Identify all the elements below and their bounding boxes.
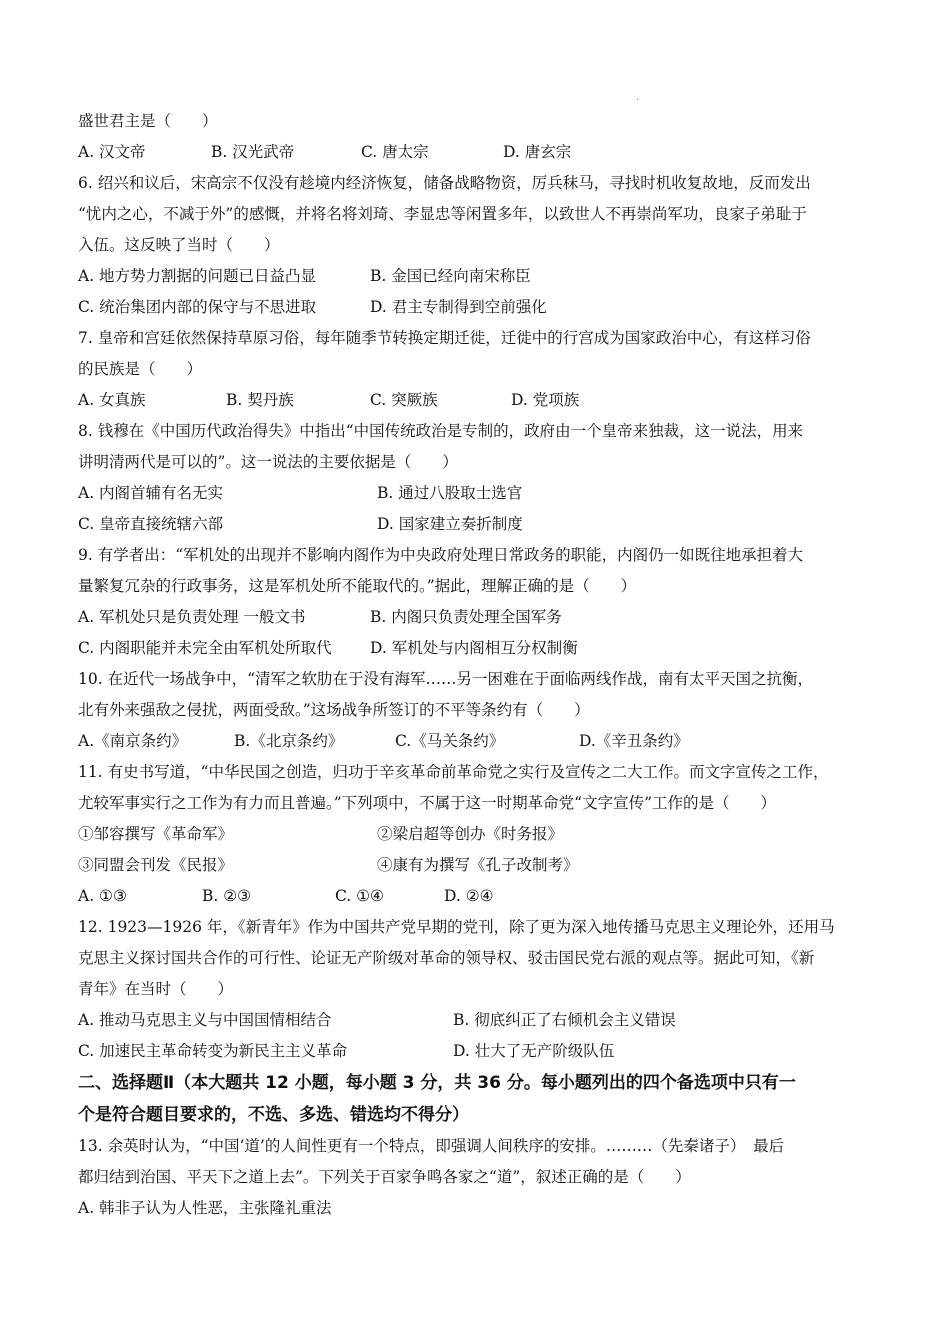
q11-item-2: ②梁启超等创办《时务报》 — [377, 825, 564, 843]
q11-items-row2 — [78, 850, 878, 881]
q7-stem-1: 7. 皇帝和宫廷依然保持草原习俗，每年随季节转换定期迁徙，迁徙中的行宫成为国家政治中心，有这样习俗 — [78, 329, 811, 347]
q11-stem-1: 11. 有史书写道，“中华民国之创造，归功于辛亥革命前革命党之实行及宣传之二大工作。而文字宣传之工作， — [78, 763, 829, 781]
q8-options-row2 — [78, 509, 878, 540]
q12-option-d: D. 壮大了无产阶级队伍 — [453, 1042, 615, 1060]
q11-item-3: ③同盟会刊发《民报》 — [78, 856, 234, 874]
q8-stem-2: 讲明清两代是可以的”。这一说法的主要依据是（ ） — [78, 453, 458, 471]
q6-options-row1 — [78, 261, 878, 292]
q11-item-1: ①邹容撰写《革命军》 — [78, 825, 234, 843]
header-mark: . — [636, 92, 640, 103]
q10-stem-1: 10. 在近代一场战争中，“清军之软肋在于没有海军……另一困难在于面临两线作战，南有太平天国之抗衡， — [78, 670, 814, 688]
q12-option-c: C. 加速民主革命转变为新民主主义革命 — [78, 1042, 348, 1060]
q11-option-d: D. ②④ — [444, 887, 494, 905]
q6-option-c: C. 统治集团内部的保守与不思进取 — [78, 298, 317, 316]
question-content — [78, 106, 878, 1224]
q5-options — [78, 137, 878, 168]
q9-option-c: C. 内阁职能并未完全由军机处所取代 — [78, 639, 332, 657]
q5-option-c: C. 唐太宗 — [361, 143, 429, 161]
section-heading-line-1: 二、选择题Ⅱ（本大题共 12 小题，每小题 3 分，共 36 分。每小题列出的四个备选项中只有一 — [78, 1073, 796, 1093]
q9-options-row2 — [78, 633, 878, 664]
q8-options-row1 — [78, 478, 878, 509]
q12-option-a: A. 推动马克思主义与中国国情相结合 — [78, 1011, 332, 1029]
q10-option-d: D.《辛丑条约》 — [579, 732, 689, 750]
q6-option-d: D. 君主专制得到空前强化 — [370, 298, 547, 316]
q13-stem-1: 13. 余英时认为，“中国‘道’的人间性更有一个特点，即强调人间秩序的安排。………（先秦诸子） 最后 — [78, 1137, 785, 1155]
q10-option-c: C.《马关条约》 — [395, 732, 505, 750]
q5-stem-end: 盛世君主是（ ） — [78, 112, 218, 130]
q8-option-a: A. 内阁首辅有名无实 — [78, 484, 224, 502]
q9-option-a: A. 军机处只是负责处理 一般文书 — [78, 608, 306, 626]
q10-stem-2: 北有外来强敌之侵扰，两面受敌。”这场战争所签订的不平等条约有（ ） — [78, 701, 590, 719]
q9-option-d: D. 军机处与内阁相互分权制衡 — [370, 639, 578, 657]
q12-stem-2: 克思主义探讨国共合作的可行性、论证无产阶级对革命的领导权、驳击国民党右派的观点等。据此可知，《新 — [78, 949, 815, 967]
q6-option-b: B. 金国已经向南宋称臣 — [370, 267, 531, 285]
q6-options-row2 — [78, 292, 878, 323]
section-heading-line-2: 个是符合题目要求的，不选、多选、错选均不得分） — [78, 1105, 469, 1125]
q9-option-b: B. 内阁只负责处理全国军务 — [370, 608, 562, 626]
q12-options-row1 — [78, 1005, 878, 1036]
q11-item-4: ④康有为撰写《孔子改制考》 — [377, 856, 579, 874]
q13-option-a: A. 韩非子认为人性恶，主张隆礼重法 — [78, 1199, 332, 1217]
q8-stem-1: 8. 钱穆在《中国历代政治得失》中指出“中国传统政治是专制的，政府由一个皇帝来独裁，这一说法，用来 — [78, 422, 804, 440]
q8-option-c: C. 皇帝直接统辖六部 — [78, 515, 224, 533]
q6-option-a: A. 地方势力割据的问题已日益凸显 — [78, 267, 317, 285]
q11-options — [78, 881, 878, 912]
q11-option-a: A. ①③ — [78, 887, 127, 905]
q5-option-b: B. 汉光武帝 — [211, 143, 295, 161]
q12-stem-1: 12. 1923—1926 年，《新青年》作为中国共产党早期的党刊，除了更为深入地传播马克思主义理论外，还用马 — [78, 918, 835, 936]
q5-option-d: D. 唐玄宗 — [503, 143, 572, 161]
q11-stem-2: 尤较军事实行之工作为有力而且普遍。”下列项中，不属于这一时期革命党“文字宣传”工作的是（ ） — [78, 794, 777, 812]
q12-option-b: B. 彻底纠正了右倾机会主义错误 — [453, 1011, 676, 1029]
q11-option-c: C. ①④ — [335, 887, 384, 905]
q9-options-row1 — [78, 602, 878, 633]
q8-option-b: B. 通过八股取士选官 — [377, 484, 523, 502]
q12-options-row2 — [78, 1036, 878, 1067]
q10-option-a: A.《南京条约》 — [78, 732, 188, 750]
q9-stem-2: 量繁复冗杂的行政事务，这是军机处所不能取代的。”据此，理解正确的是（ ） — [78, 577, 637, 595]
q8-option-d: D. 国家建立奏折制度 — [377, 515, 523, 533]
q7-option-c: C. 突厥族 — [370, 391, 438, 409]
q10-option-b: B.《北京条约》 — [234, 732, 344, 750]
q7-options — [78, 385, 878, 416]
q10-options — [78, 726, 878, 757]
q11-items-row1 — [78, 819, 878, 850]
q12-stem-3: 青年》在当时（ ） — [78, 980, 234, 998]
q6-stem-3: 入伍。这反映了当时（ ） — [78, 236, 280, 254]
q11-option-b: B. ②③ — [202, 887, 252, 905]
q5-option-a: A. 汉文帝 — [78, 143, 146, 161]
q9-stem-1: 9. 有学者出：“军机处的出现并不影响内阁作为中央政府处理日常政务的职能，内阁仍一如既往地承担着大 — [78, 546, 804, 564]
q7-stem-2: 的民族是（ ） — [78, 360, 203, 378]
q6-stem-1: 6. 绍兴和议后，宋高宗不仅没有趁境内经济恢复，储备战略物资，厉兵秣马，寻找时机收复故地，反而发出 — [78, 174, 811, 192]
q7-option-b: B. 契丹族 — [226, 391, 294, 409]
q7-option-d: D. 党项族 — [511, 391, 580, 409]
q7-option-a: A. 女真族 — [78, 391, 146, 409]
q6-stem-2: “忧内之心，不减于外”的感慨，并将名将刘琦、李显忠等闲置多年，以致世人不再崇尚军功，良家子弟耻于 — [78, 205, 807, 223]
q13-stem-2: 都归结到治国、平天下之道上去”。下列关于百家争鸣各家之“道”，叙述正确的是（ ） — [78, 1168, 691, 1186]
